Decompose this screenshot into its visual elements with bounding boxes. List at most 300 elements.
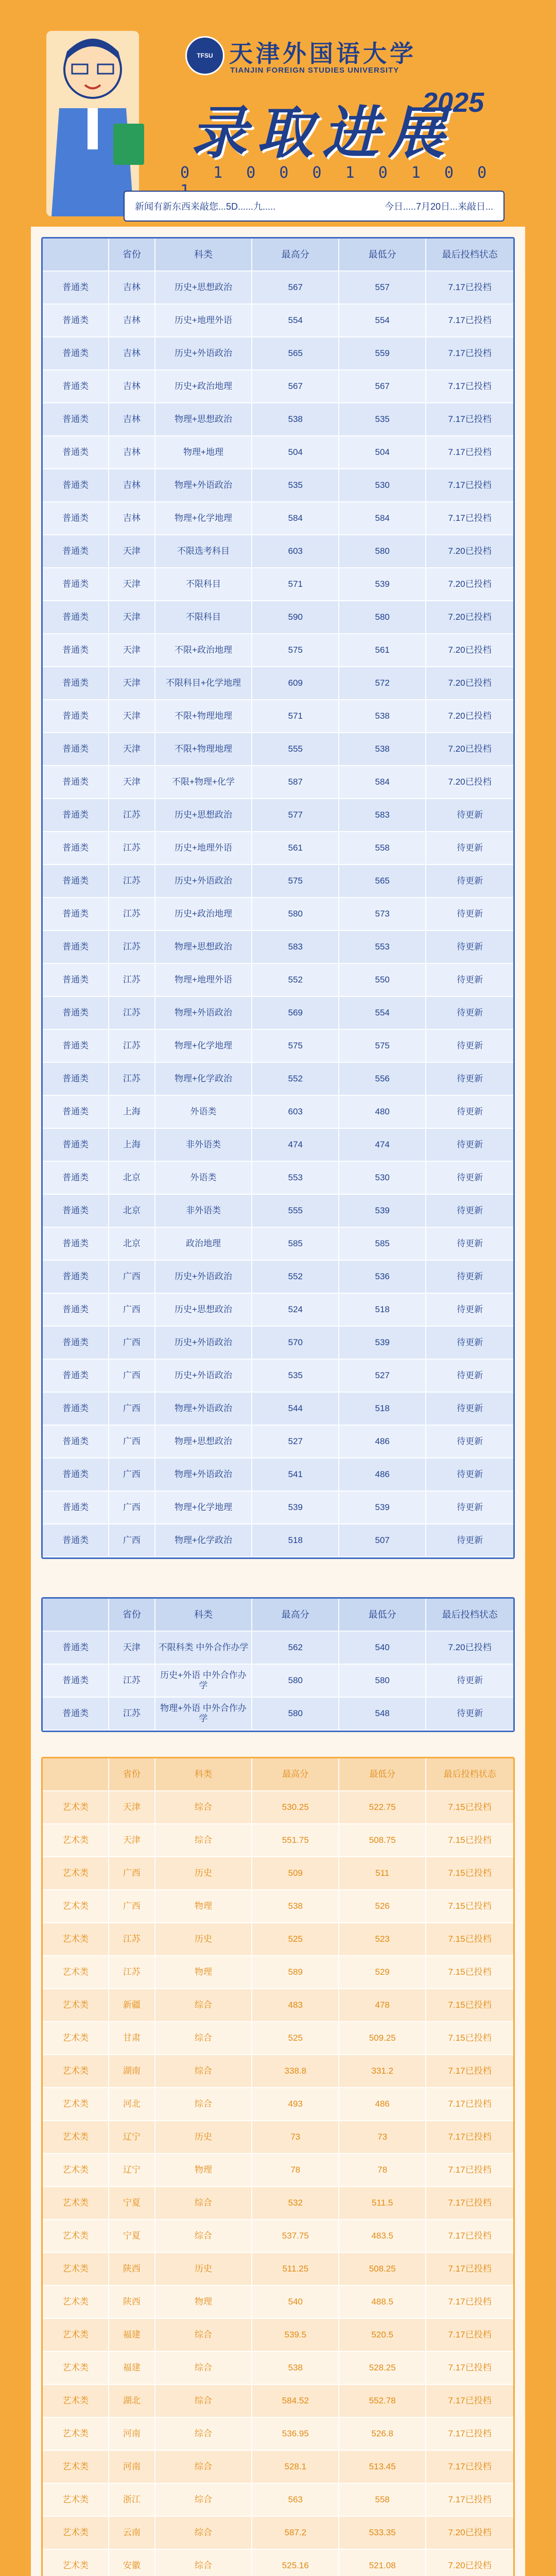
table-cell: 艺术类 bbox=[43, 1857, 109, 1890]
table-cell: 河南 bbox=[109, 2418, 155, 2451]
table-cell: 普通类 bbox=[43, 1665, 109, 1698]
column-header: 最低分 bbox=[339, 1758, 426, 1791]
table-cell: 物理+地理外语 bbox=[155, 964, 253, 997]
table-cell: 待更新 bbox=[426, 832, 513, 865]
table-cell: 普通类 bbox=[43, 1261, 109, 1294]
table-row bbox=[43, 2385, 513, 2418]
table-cell: 普通类 bbox=[43, 1162, 109, 1195]
table-cell: 甘肃 bbox=[109, 2022, 155, 2055]
table-cell: 486 bbox=[339, 1459, 426, 1492]
table-cell: 艺术类 bbox=[43, 1824, 109, 1857]
table-row bbox=[43, 502, 513, 535]
table-cell: 艺术类 bbox=[43, 2286, 109, 2319]
table-cell: 535 bbox=[339, 403, 426, 436]
table-cell: 7.15已投档 bbox=[426, 1923, 513, 1956]
table-row bbox=[43, 1632, 513, 1665]
table-cell: 556 bbox=[339, 1063, 426, 1096]
table-cell: 河南 bbox=[109, 2451, 155, 2484]
table-cell: 艺术类 bbox=[43, 2517, 109, 2550]
column-header: 省份 bbox=[109, 1758, 155, 1791]
table-cell: 504 bbox=[252, 436, 339, 469]
table-cell: 530 bbox=[339, 469, 426, 502]
table-cell: 艺术类 bbox=[43, 2352, 109, 2385]
table-cell: 物理+外语政治 bbox=[155, 1459, 253, 1492]
table-cell: 物理 bbox=[155, 1956, 253, 1989]
table-cell: 广西 bbox=[109, 1261, 155, 1294]
table-row bbox=[43, 634, 513, 667]
table-cell: 不限选考科目 bbox=[155, 535, 253, 568]
table-cell: 历史+外语 中外合作办学 bbox=[155, 1665, 253, 1698]
university-name-en: TIANJIN FOREIGN STUDIES UNIVERSITY bbox=[230, 66, 399, 75]
table-cell: 550 bbox=[339, 964, 426, 997]
table-cell: 综合 bbox=[155, 2385, 253, 2418]
table-cell: 普通类 bbox=[43, 403, 109, 436]
table-cell: 483.5 bbox=[339, 2220, 426, 2253]
table-cell: 物理+思想政治 bbox=[155, 931, 253, 964]
table-cell: 河北 bbox=[109, 2088, 155, 2121]
table-cell: 安徽 bbox=[109, 2550, 155, 2576]
table-cell: 江苏 bbox=[109, 1923, 155, 1956]
table-cell: 536 bbox=[339, 1261, 426, 1294]
table-row bbox=[43, 1129, 513, 1162]
table-cell: 567 bbox=[252, 370, 339, 403]
table-cell: 不限科类 中外合作办学 bbox=[155, 1632, 253, 1665]
table-cell: 577 bbox=[252, 799, 339, 832]
table-cell: 历史+思想政治 bbox=[155, 1294, 253, 1327]
table-cell: 综合 bbox=[155, 2187, 253, 2220]
table-cell: 540 bbox=[339, 1632, 426, 1665]
university-logo: TFSU bbox=[185, 36, 224, 75]
table-cell: 509.25 bbox=[339, 2022, 426, 2055]
table-cell: 广西 bbox=[109, 1327, 155, 1360]
column-header: 最高分 bbox=[252, 1599, 339, 1632]
table-cell: 待更新 bbox=[426, 1426, 513, 1459]
table-row bbox=[43, 1096, 513, 1129]
table-row bbox=[43, 2286, 513, 2319]
table-cell: 艺术类 bbox=[43, 2451, 109, 2484]
table-cell: 7.20已投档 bbox=[426, 766, 513, 799]
table-row bbox=[43, 931, 513, 964]
table-row bbox=[43, 1459, 513, 1492]
table-cell: 585 bbox=[339, 1228, 426, 1261]
table-cell: 普通类 bbox=[43, 337, 109, 370]
table-row bbox=[43, 1665, 513, 1698]
table-cell: 历史+外语政治 bbox=[155, 337, 253, 370]
table-cell: 综合 bbox=[155, 2484, 253, 2517]
notice-bar bbox=[124, 191, 505, 222]
table-cell: 上海 bbox=[109, 1096, 155, 1129]
table-row bbox=[43, 272, 513, 304]
table-cell: 普通类 bbox=[43, 568, 109, 601]
table-cell: 历史+外语政治 bbox=[155, 865, 253, 898]
table-cell: 不限科目 bbox=[155, 568, 253, 601]
table-cell: 603 bbox=[252, 1096, 339, 1129]
table-cell: 518 bbox=[252, 1524, 339, 1557]
table-row bbox=[43, 469, 513, 502]
table-cell: 509 bbox=[252, 1857, 339, 1890]
table-cell: 不限+物理+化学 bbox=[155, 766, 253, 799]
table-cell: 537.75 bbox=[252, 2220, 339, 2253]
table-cell: 7.17已投档 bbox=[426, 2451, 513, 2484]
table-cell: 7.15已投档 bbox=[426, 2022, 513, 2055]
table-cell: 580 bbox=[252, 898, 339, 931]
table-row bbox=[43, 1294, 513, 1327]
table-cell: 综合 bbox=[155, 2088, 253, 2121]
table-cell: 待更新 bbox=[426, 964, 513, 997]
table-row bbox=[43, 997, 513, 1030]
table-cell: 吉林 bbox=[109, 502, 155, 535]
table-cell: 吉林 bbox=[109, 304, 155, 337]
table-cell: 不限+物理地理 bbox=[155, 700, 253, 733]
table-cell: 7.17已投档 bbox=[426, 502, 513, 535]
table-cell: 普通类 bbox=[43, 700, 109, 733]
table-row bbox=[43, 1063, 513, 1096]
table-cell: 572 bbox=[339, 667, 426, 700]
table-cell: 7.20已投档 bbox=[426, 634, 513, 667]
table-cell: 待更新 bbox=[426, 1327, 513, 1360]
table-cell: 553 bbox=[252, 1162, 339, 1195]
table-cell: 历史+外语政治 bbox=[155, 1327, 253, 1360]
table-cell: 普通类 bbox=[43, 469, 109, 502]
table-cell: 普通类 bbox=[43, 865, 109, 898]
table-cell: 历史+地理外语 bbox=[155, 304, 253, 337]
table-cell: 吉林 bbox=[109, 272, 155, 304]
table-cell: 539.5 bbox=[252, 2319, 339, 2352]
table-cell: 573 bbox=[339, 898, 426, 931]
university-name-cn: 天津外国语大学 bbox=[229, 40, 416, 67]
table-cell: 78 bbox=[339, 2154, 426, 2187]
table-cell: 历史 bbox=[155, 2121, 253, 2154]
table-row bbox=[43, 799, 513, 832]
table-row bbox=[43, 2352, 513, 2385]
table-cell: 73 bbox=[252, 2121, 339, 2154]
table-cell: 吉林 bbox=[109, 436, 155, 469]
table-cell: 艺术类 bbox=[43, 2187, 109, 2220]
table-cell: 综合 bbox=[155, 2550, 253, 2576]
table-cell: 待更新 bbox=[426, 1195, 513, 1228]
table-cell: 不限科目 bbox=[155, 601, 253, 634]
table-cell: 7.15已投档 bbox=[426, 1791, 513, 1824]
table-cell: 不限+政治地理 bbox=[155, 634, 253, 667]
table-cell: 普通类 bbox=[43, 766, 109, 799]
table-cell: 559 bbox=[339, 337, 426, 370]
table-cell: 普通类 bbox=[43, 1524, 109, 1557]
table-cell: 艺术类 bbox=[43, 2253, 109, 2286]
table-cell: 普通类 bbox=[43, 832, 109, 865]
table-cell: 江苏 bbox=[109, 931, 155, 964]
table-cell: 474 bbox=[339, 1129, 426, 1162]
table-cell: 待更新 bbox=[426, 1492, 513, 1524]
table-cell: 普通类 bbox=[43, 1632, 109, 1665]
table-cell: 609 bbox=[252, 667, 339, 700]
table-cell: 558 bbox=[339, 832, 426, 865]
table-cell: 7.17已投档 bbox=[426, 370, 513, 403]
table-cell: 589 bbox=[252, 1956, 339, 1989]
table-row bbox=[43, 2154, 513, 2187]
table-cell: 561 bbox=[252, 832, 339, 865]
table-cell: 522.75 bbox=[339, 1791, 426, 1824]
table-cell: 历史+外语政治 bbox=[155, 1360, 253, 1393]
table-cell: 天津 bbox=[109, 535, 155, 568]
table-cell: 普通类 bbox=[43, 272, 109, 304]
table-cell: 待更新 bbox=[426, 1294, 513, 1327]
table-cell: 539 bbox=[339, 568, 426, 601]
table-cell: 603 bbox=[252, 535, 339, 568]
table-cell: 艺术类 bbox=[43, 2121, 109, 2154]
column-header: 最低分 bbox=[339, 1599, 426, 1632]
table-row bbox=[43, 733, 513, 766]
table-cell: 529 bbox=[339, 1956, 426, 1989]
table-cell: 7.15已投档 bbox=[426, 1956, 513, 1989]
table-cell: 488.5 bbox=[339, 2286, 426, 2319]
year-label: 2025 bbox=[422, 87, 484, 118]
table-cell: 艺术类 bbox=[43, 2385, 109, 2418]
table-cell: 普通类 bbox=[43, 1228, 109, 1261]
table-cell: 486 bbox=[339, 2088, 426, 2121]
table-row bbox=[43, 1956, 513, 1989]
table-header-row bbox=[43, 239, 513, 272]
column-header: 最高分 bbox=[252, 239, 339, 272]
table-cell: 物理+外语 中外合作办学 bbox=[155, 1698, 253, 1731]
table-cell: 历史+政治地理 bbox=[155, 898, 253, 931]
table-cell: 艺术类 bbox=[43, 2550, 109, 2576]
table-cell: 511.5 bbox=[339, 2187, 426, 2220]
table-cell: 普通类 bbox=[43, 1698, 109, 1731]
table-cell: 江苏 bbox=[109, 865, 155, 898]
table-row bbox=[43, 1195, 513, 1228]
table-cell: 504 bbox=[339, 436, 426, 469]
table-cell: 天津 bbox=[109, 733, 155, 766]
table-cell: 普通类 bbox=[43, 733, 109, 766]
table-cell: 普通类 bbox=[43, 1129, 109, 1162]
table-cell: 普通类 bbox=[43, 1360, 109, 1393]
table-cell: 570 bbox=[252, 1327, 339, 1360]
table-row bbox=[43, 1327, 513, 1360]
table-cell: 江苏 bbox=[109, 799, 155, 832]
table-cell: 历史 bbox=[155, 2253, 253, 2286]
table-cell: 526 bbox=[339, 1890, 426, 1923]
table-cell: 待更新 bbox=[426, 1459, 513, 1492]
table-cell: 天津 bbox=[109, 1632, 155, 1665]
table-cell: 7.20已投档 bbox=[426, 733, 513, 766]
table-cell: 7.17已投档 bbox=[426, 2088, 513, 2121]
table-cell: 不限+物理地理 bbox=[155, 733, 253, 766]
table-cell: 待更新 bbox=[426, 1665, 513, 1698]
table-cell: 外语类 bbox=[155, 1096, 253, 1129]
table-cell: 7.20已投档 bbox=[426, 601, 513, 634]
table-cell: 物理+化学地理 bbox=[155, 1492, 253, 1524]
table-cell: 普通类 bbox=[43, 1492, 109, 1524]
table-cell: 待更新 bbox=[426, 898, 513, 931]
table-cell: 综合 bbox=[155, 1989, 253, 2022]
table-cell: 普通类 bbox=[43, 1393, 109, 1426]
table-cell: 广西 bbox=[109, 1393, 155, 1426]
table-cell: 585 bbox=[252, 1228, 339, 1261]
table-cell: 历史 bbox=[155, 1923, 253, 1956]
table-cell: 吉林 bbox=[109, 337, 155, 370]
column-header bbox=[43, 239, 109, 272]
table-cell: 7.17已投档 bbox=[426, 2121, 513, 2154]
table-cell: 普通类 bbox=[43, 1096, 109, 1129]
table-cell: 552 bbox=[252, 964, 339, 997]
table-cell: 508.75 bbox=[339, 1824, 426, 1857]
column-header: 科类 bbox=[155, 1758, 253, 1791]
table-cell: 331.2 bbox=[339, 2055, 426, 2088]
table-cell: 普通类 bbox=[43, 436, 109, 469]
table-cell: 北京 bbox=[109, 1228, 155, 1261]
table-cell: 544 bbox=[252, 1393, 339, 1426]
table-cell: 580 bbox=[252, 1698, 339, 1731]
table-row bbox=[43, 535, 513, 568]
table-cell: 557 bbox=[339, 272, 426, 304]
column-header: 最后投档状态 bbox=[426, 1599, 513, 1632]
table-cell: 天津 bbox=[109, 667, 155, 700]
column-header: 最后投档状态 bbox=[426, 1758, 513, 1791]
table-cell: 天津 bbox=[109, 1791, 155, 1824]
table-cell: 待更新 bbox=[426, 1228, 513, 1261]
table-row bbox=[43, 1426, 513, 1459]
table-cell: 政治地理 bbox=[155, 1228, 253, 1261]
table-cell: 580 bbox=[339, 601, 426, 634]
table-cell: 528.1 bbox=[252, 2451, 339, 2484]
table-cell: 563 bbox=[252, 2484, 339, 2517]
table-cell: 486 bbox=[339, 1426, 426, 1459]
table-cell: 567 bbox=[339, 370, 426, 403]
table-cell: 普通类 bbox=[43, 634, 109, 667]
table-cell: 历史+外语政治 bbox=[155, 1261, 253, 1294]
table-cell: 474 bbox=[252, 1129, 339, 1162]
table-cell: 待更新 bbox=[426, 931, 513, 964]
table-cell: 584 bbox=[339, 766, 426, 799]
table-cell: 非外语类 bbox=[155, 1195, 253, 1228]
table-cell: 吉林 bbox=[109, 370, 155, 403]
table-cell: 552 bbox=[252, 1063, 339, 1096]
column-header bbox=[43, 1758, 109, 1791]
table-cell: 480 bbox=[339, 1096, 426, 1129]
table-cell: 7.17已投档 bbox=[426, 2187, 513, 2220]
table-cell: 507 bbox=[339, 1524, 426, 1557]
table-cell: 575 bbox=[252, 865, 339, 898]
table-row bbox=[43, 1824, 513, 1857]
table-cell: 物理+化学政治 bbox=[155, 1063, 253, 1096]
table-cell: 7.17已投档 bbox=[426, 2352, 513, 2385]
table-cell: 陕西 bbox=[109, 2286, 155, 2319]
table-cell: 历史+思想政治 bbox=[155, 799, 253, 832]
table-cell: 587 bbox=[252, 766, 339, 799]
table-cell: 513.45 bbox=[339, 2451, 426, 2484]
table-cell: 7.17已投档 bbox=[426, 2055, 513, 2088]
table-cell: 普通类 bbox=[43, 1195, 109, 1228]
table-header-row bbox=[43, 1758, 513, 1791]
table-cell: 宁夏 bbox=[109, 2187, 155, 2220]
table-row bbox=[43, 1360, 513, 1393]
table-row bbox=[43, 1393, 513, 1426]
table-cell: 7.20已投档 bbox=[426, 700, 513, 733]
table-row bbox=[43, 601, 513, 634]
table-cell: 江苏 bbox=[109, 1698, 155, 1731]
table-cell: 511 bbox=[339, 1857, 426, 1890]
column-header: 最高分 bbox=[252, 1758, 339, 1791]
table-cell: 待更新 bbox=[426, 865, 513, 898]
column-header: 省份 bbox=[109, 1599, 155, 1632]
table-cell: 吉林 bbox=[109, 469, 155, 502]
table-cell: 广西 bbox=[109, 1890, 155, 1923]
table-cell: 普通类 bbox=[43, 1459, 109, 1492]
table-cell: 云南 bbox=[109, 2517, 155, 2550]
table-row bbox=[43, 2187, 513, 2220]
table-cell: 广西 bbox=[109, 1492, 155, 1524]
table-cell: 物理+化学政治 bbox=[155, 1524, 253, 1557]
table-cell: 历史+思想政治 bbox=[155, 272, 253, 304]
table-cell: 584 bbox=[252, 502, 339, 535]
table-row bbox=[43, 1791, 513, 1824]
table-cell: 普通类 bbox=[43, 1030, 109, 1063]
table-cell: 物理+化学地理 bbox=[155, 502, 253, 535]
table-cell: 590 bbox=[252, 601, 339, 634]
table-cell: 525 bbox=[252, 2022, 339, 2055]
table-row bbox=[43, 1162, 513, 1195]
table-cell: 江苏 bbox=[109, 832, 155, 865]
table-row bbox=[43, 898, 513, 931]
table-cell: 综合 bbox=[155, 2055, 253, 2088]
table-cell: 554 bbox=[339, 997, 426, 1030]
table-cell: 523 bbox=[339, 1923, 426, 1956]
table-cell: 辽宁 bbox=[109, 2154, 155, 2187]
table-cell: 物理+化学地理 bbox=[155, 1030, 253, 1063]
table-row bbox=[43, 370, 513, 403]
table-cell: 565 bbox=[339, 865, 426, 898]
table-cell: 528.25 bbox=[339, 2352, 426, 2385]
table-cell: 7.17已投档 bbox=[426, 2154, 513, 2187]
table-cell: 7.15已投档 bbox=[426, 1890, 513, 1923]
table-cell: 艺术类 bbox=[43, 2055, 109, 2088]
table-cell: 520.5 bbox=[339, 2319, 426, 2352]
table-cell: 525 bbox=[252, 1923, 339, 1956]
table-cell: 7.17已投档 bbox=[426, 2286, 513, 2319]
table-cell: 540 bbox=[252, 2286, 339, 2319]
table-cell: 艺术类 bbox=[43, 2154, 109, 2187]
table-cell: 508.25 bbox=[339, 2253, 426, 2286]
table-cell: 待更新 bbox=[426, 1063, 513, 1096]
table-row bbox=[43, 1030, 513, 1063]
table-cell: 历史+政治地理 bbox=[155, 370, 253, 403]
table-cell: 538 bbox=[252, 1890, 339, 1923]
table-cell: 527 bbox=[339, 1360, 426, 1393]
table-cell: 541 bbox=[252, 1459, 339, 1492]
column-header: 科类 bbox=[155, 1599, 253, 1632]
table-cell: 7.15已投档 bbox=[426, 1824, 513, 1857]
table-row bbox=[43, 766, 513, 799]
table-cell: 73 bbox=[339, 2121, 426, 2154]
table-art-admission bbox=[41, 1757, 515, 2576]
table-cell: 广西 bbox=[109, 1524, 155, 1557]
table-cell: 7.17已投档 bbox=[426, 2253, 513, 2286]
table-cell: 天津 bbox=[109, 1824, 155, 1857]
table-cell: 548 bbox=[339, 1698, 426, 1731]
table-cell: 待更新 bbox=[426, 1393, 513, 1426]
table-cell: 江苏 bbox=[109, 964, 155, 997]
table-cell: 554 bbox=[252, 304, 339, 337]
table-row bbox=[43, 2517, 513, 2550]
table-header-row bbox=[43, 1599, 513, 1632]
table-row bbox=[43, 2220, 513, 2253]
table-cell: 561 bbox=[339, 634, 426, 667]
column-header: 科类 bbox=[155, 239, 253, 272]
table-cell: 7.20已投档 bbox=[426, 535, 513, 568]
column-header: 省份 bbox=[109, 239, 155, 272]
table-row bbox=[43, 2451, 513, 2484]
table-row bbox=[43, 1698, 513, 1731]
